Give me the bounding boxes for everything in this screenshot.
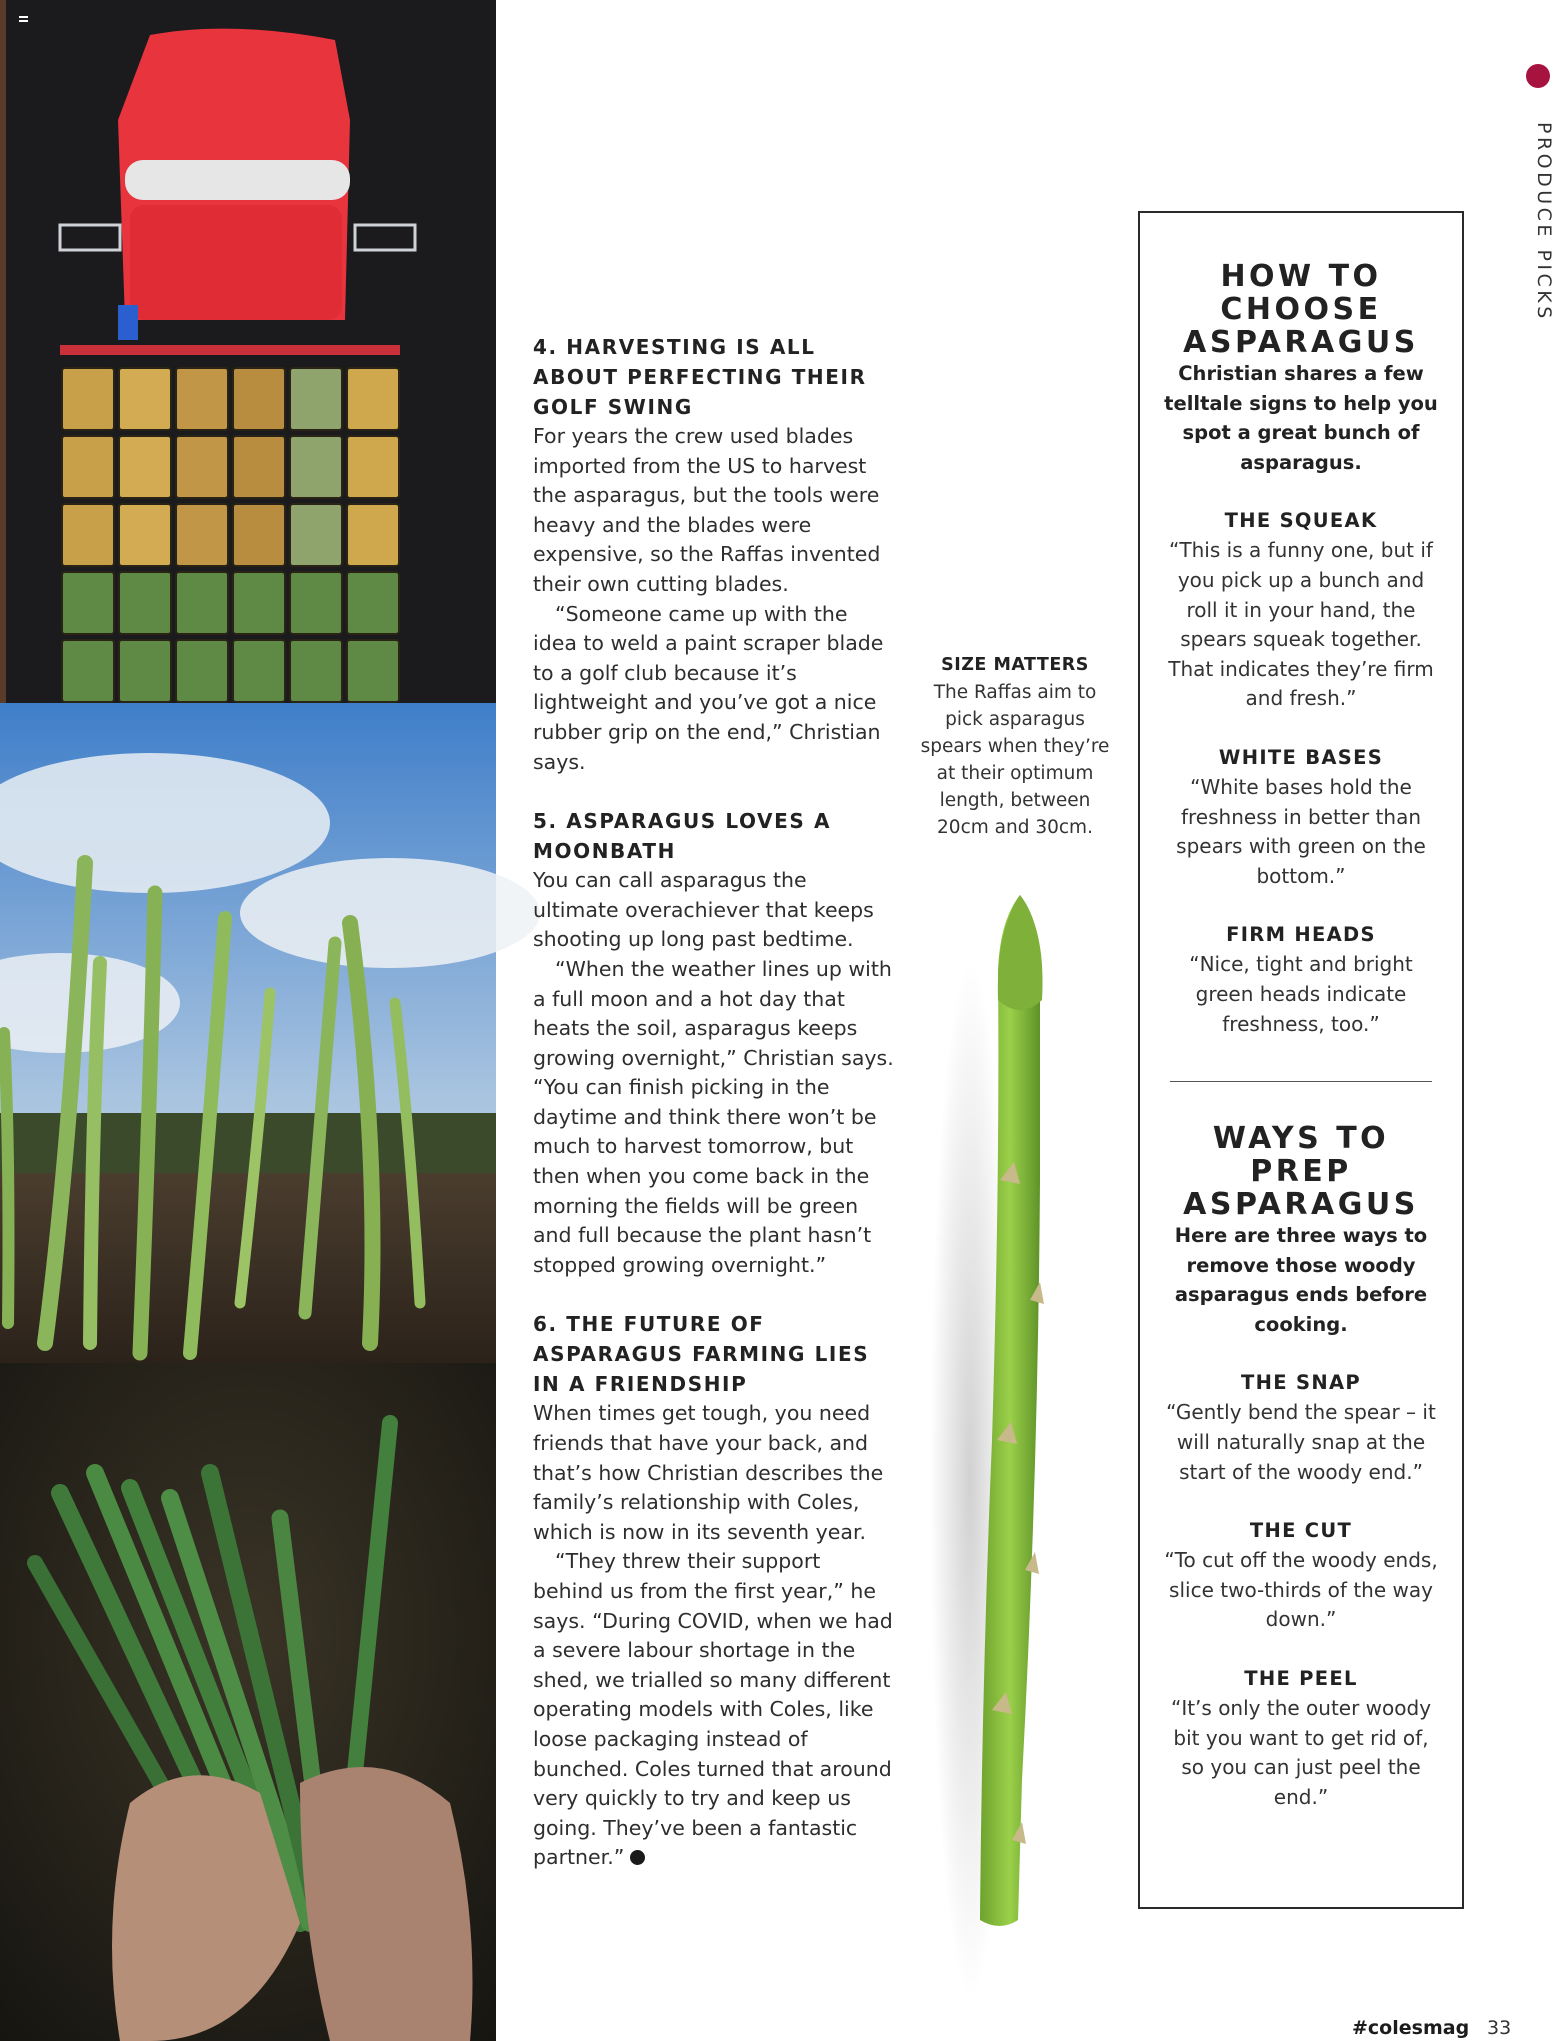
tip-title: THE CUT: [1249, 1519, 1353, 1543]
tip-body: “Nice, tight and bright green heads indicate freshness, too.”: [1189, 952, 1413, 1036]
tip-title: THE PEEL: [1244, 1667, 1358, 1691]
ways-to-prep-title: WAYS TO PREP ASPARAGUS: [1183, 1121, 1419, 1223]
section-5-paragraph: You can call asparagus the ultimate overachiever that keeps shooting up long past bedtime.: [533, 868, 874, 952]
caption-body: The Raffas aim to pick asparagus spears when they’re at their optimum length, between 20cm and 30cm.: [920, 682, 1110, 838]
tips-box: [1138, 211, 1464, 1909]
asparagus-spear-image: [900, 880, 1100, 1990]
section-6-heading: 6. THE FUTURE OF ASPARAGUS FARMING LIES IN A FRIENDSHIP: [533, 1312, 870, 1397]
tip-firm-heads: [1162, 920, 1440, 1039]
section-4-quote: “Someone came up with the idea to weld a paint scraper blade to a golf club because it’s lightweight and you’ve got a nice rubber grip on the end,” Christian says.: [533, 601, 884, 774]
tip-title: THE SNAP: [1241, 1371, 1361, 1395]
tip-cut: [1162, 1516, 1440, 1635]
how-to-choose-title: HOW TO CHOOSE ASPARAGUS: [1183, 259, 1419, 360]
ways-to-prep-intro: Here are three ways to remove those woody asparagus ends before cooking.: [1174, 1224, 1428, 1336]
section-6-quote-wrap: [533, 1547, 895, 1873]
tip-body: “Gently bend the spear – it will naturally snap at the start of the woody end.”: [1166, 1400, 1436, 1484]
menu-icon: [19, 16, 28, 22]
section-4-heading: 4. HARVESTING IS ALL ABOUT PERFECTING THEIR GOLF SWING: [533, 335, 867, 419]
tip-squeak: [1162, 506, 1440, 714]
tip-title: THE SQUEAK: [1224, 509, 1378, 533]
harvest-cart-photo: [0, 0, 496, 703]
tip-title: WHITE BASES: [1218, 745, 1384, 769]
tip-snap: [1162, 1368, 1440, 1487]
tip-body: “To cut off the woody ends, slice two-thirds of the way down.”: [1164, 1548, 1438, 1632]
hands-holding-asparagus-photo: [0, 1363, 496, 2041]
section-6-quote: “They threw their support behind us from the first year,” he says. “During COVID, when we had a severe labour shortage in the shed, we trialled so many different operating models with Coles, like loose packaging instead of bunched. Coles turned that around very quickly to try and keep us going. They’ve been a fantastic partner.”: [533, 1549, 893, 1870]
tip-body: “It’s only the outer woody bit you want to get rid of, so you can just peel the end.”: [1170, 1696, 1432, 1809]
asparagus-field-photo: [0, 703, 496, 1363]
article-column: [533, 332, 895, 1873]
end-of-article-dot-icon: [630, 1850, 645, 1865]
section-dot-icon: [1526, 64, 1550, 88]
tip-title: FIRM HEADS: [1226, 923, 1376, 947]
tip-peel: [1162, 1664, 1440, 1812]
how-to-choose-section: [1140, 213, 1462, 1039]
ways-to-prep-section: [1140, 1082, 1462, 1812]
tip-body: “This is a funny one, but if you pick up a bunch and roll it in your hand, the spears squeak together. That indicates they’re firm and fresh.”: [1168, 538, 1434, 711]
section-label: PRODUCE PICKS: [1533, 122, 1555, 322]
section-4-paragraph: For years the crew used blades imported from the US to harvest the asparagus, but the tools were heavy and the blades were expensive, so the Raffas invented their own cutting blades.: [533, 424, 881, 596]
section-6-paragraph: When times get tough, you need friends that have your back, and that’s how Christian describes the family’s relationship with Coles, which is now in its seventh year.: [533, 1401, 884, 1544]
caption-title: SIZE MATTERS: [941, 655, 1089, 675]
section-5-heading: 5. ASPARAGUS LOVES A MOONBATH: [533, 809, 832, 864]
section-5-quote: “When the weather lines up with a full moon and a hot day that heats the soil, asparagus keeps growing overnight,” Christian says. “You can finish picking in the daytime and think there won’t be much to harvest tomorrow, but then when you come back in the morning the fields will be green and full because the plant hasn’t stopped growing overnight.”: [533, 956, 894, 1277]
how-to-choose-intro: Christian shares a few telltale signs to help you spot a great bunch of asparagus.: [1164, 362, 1438, 474]
page-number: 33: [1487, 2017, 1512, 2039]
tip-white-bases: [1162, 743, 1440, 891]
footer-hashtag: #colesmag: [1352, 2017, 1470, 2039]
size-caption: [916, 652, 1114, 841]
tip-body: “White bases hold the freshness in better than spears with green on the bottom.”: [1176, 774, 1426, 888]
